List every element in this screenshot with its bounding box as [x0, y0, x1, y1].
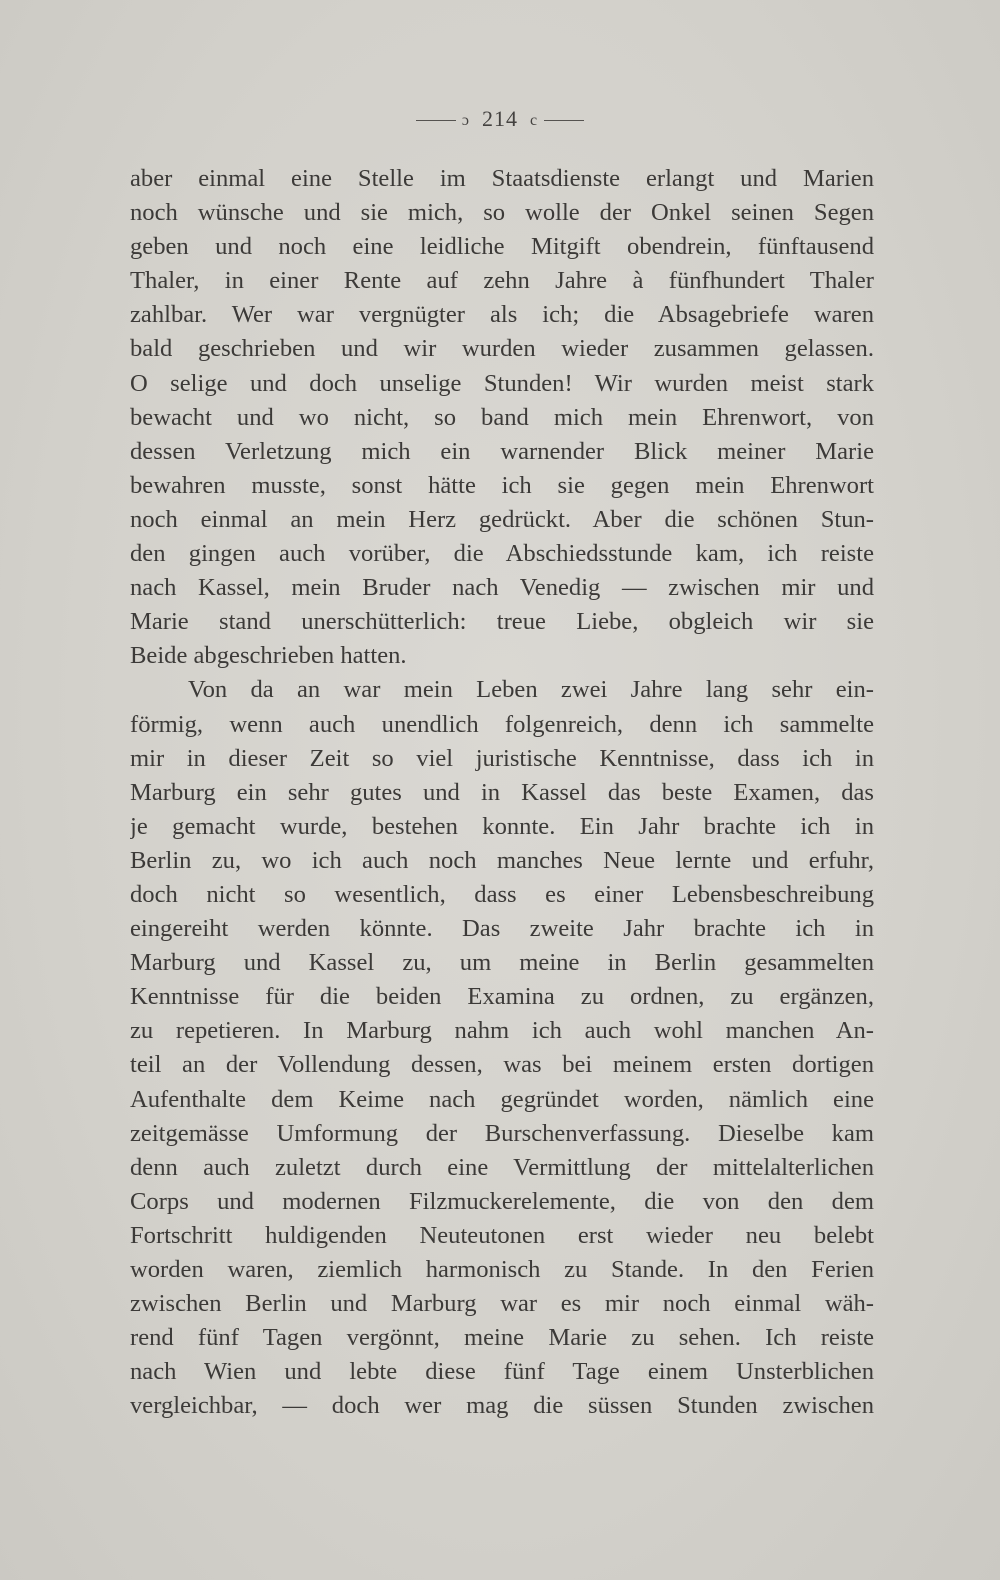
header-rule-left — [416, 120, 456, 121]
text-line: geben und noch eine leidliche Mitgift obendrein, fünftausend — [130, 233, 874, 261]
text-line: Berlin zu, wo ich auch noch manches Neue lernte und erfuhr, — [130, 846, 874, 874]
text-line: Corps und modernen Filzmuckerelemente, die von den dem — [130, 1187, 874, 1215]
text-line: Fortschritt huldigenden Neuteutonen erst wieder neu belebt — [130, 1221, 874, 1249]
text-line: bewahren musste, sonst hätte ich sie gegen mein Ehrenwort — [130, 471, 874, 499]
header-rule-right — [544, 120, 584, 121]
text-line: denn auch zuletzt durch eine Vermittlung der mittelalterlichen — [130, 1153, 874, 1181]
text-line: doch nicht so wesentlich, dass es einer Lebensbeschreibung — [130, 880, 874, 908]
text-line: zahlbar. Wer war vergnügter als ich; die Absagebriefe waren — [130, 301, 874, 329]
text-line: Marie stand unerschütterlich: treue Liebe, obgleich wir sie — [130, 608, 874, 636]
text-line: nach Kassel, mein Bruder nach Venedig — zwischen mir und — [130, 574, 874, 602]
text-line: noch wünsche und sie mich, so wolle der Onkel seinen Segen — [130, 199, 874, 227]
text-line: Beide abgeschrieben hatten. — [130, 642, 407, 670]
page-header — [0, 106, 1000, 132]
text-line: Thaler, in einer Rente auf zehn Jahre à fünfhundert Thaler — [130, 267, 874, 295]
text-line: worden waren, ziemlich harmonisch zu Stande. In den Ferien — [130, 1256, 874, 1283]
text-line: rend fünf Tagen vergönnt, meine Marie zu sehen. Ich reiste — [130, 1324, 874, 1352]
text-line: zu repetieren. In Marburg nahm ich auch wohl manchen An- — [130, 1017, 874, 1045]
text-line: eingereiht werden könnte. Das zweite Jahr brachte ich in — [130, 915, 874, 943]
text-line: zwischen Berlin und Marburg war es mir noch einmal wäh- — [130, 1290, 874, 1318]
text-line: den gingen auch vorüber, die Abschiedsstunde kam, ich reiste — [130, 540, 874, 568]
text-line: noch einmal an mein Herz gedrückt. Aber die schönen Stun- — [130, 505, 874, 533]
paragraph-2 — [130, 673, 874, 1423]
text-line: teil an der Vollendung dessen, was bei meinem ersten dortigen — [130, 1051, 874, 1079]
text-line: Von da an war mein Leben zwei Jahre lang sehr ein- — [188, 676, 874, 704]
text-line: aber einmal eine Stelle im Staatsdienste erlangt und Marien — [130, 165, 874, 192]
text-line: zeitgemässe Umformung der Burschenverfassung. Dieselbe kam — [130, 1119, 874, 1147]
text-line: Marburg ein sehr gutes und in Kassel das beste Examen, das — [130, 778, 874, 806]
body-text — [130, 162, 874, 1423]
text-line: Marburg und Kassel zu, um meine in Berlin gesammelten — [130, 949, 874, 977]
text-line: Aufenthalte dem Keime nach gegründet worden, nämlich eine — [130, 1085, 874, 1113]
text-line: nach Wien und lebte diese fünf Tage einem Unsterblichen — [130, 1358, 874, 1386]
text-line: mir in dieser Zeit so viel juristische Kenntnisse, dass ich in — [130, 744, 874, 772]
text-line: je gemacht wurde, bestehen konnte. Ein Jahr brachte ich in — [130, 812, 874, 840]
header-ornament-left: ɔ — [461, 111, 470, 129]
text-line: O selige und doch unselige Stunden! Wir wurden meist stark — [130, 369, 874, 397]
text-line: förmig, wenn auch unendlich folgenreich, denn ich sammelte — [130, 710, 874, 738]
text-line: vergleichbar, — doch wer mag die süssen Stunden zwischen — [130, 1392, 874, 1420]
page-number: 214 — [482, 106, 518, 131]
text-line: Kenntnisse für die beiden Examina zu ordnen, zu ergänzen, — [130, 983, 874, 1011]
text-line: dessen Verletzung mich ein warnender Blick meiner Marie — [130, 437, 874, 465]
text-line: bewacht und wo nicht, so band mich mein Ehrenwort, von — [130, 403, 874, 431]
paragraph-1 — [130, 162, 874, 673]
text-line: bald geschrieben und wir wurden wieder zusammen gelassen. — [130, 335, 874, 363]
header-ornament-right: c — [530, 111, 539, 129]
